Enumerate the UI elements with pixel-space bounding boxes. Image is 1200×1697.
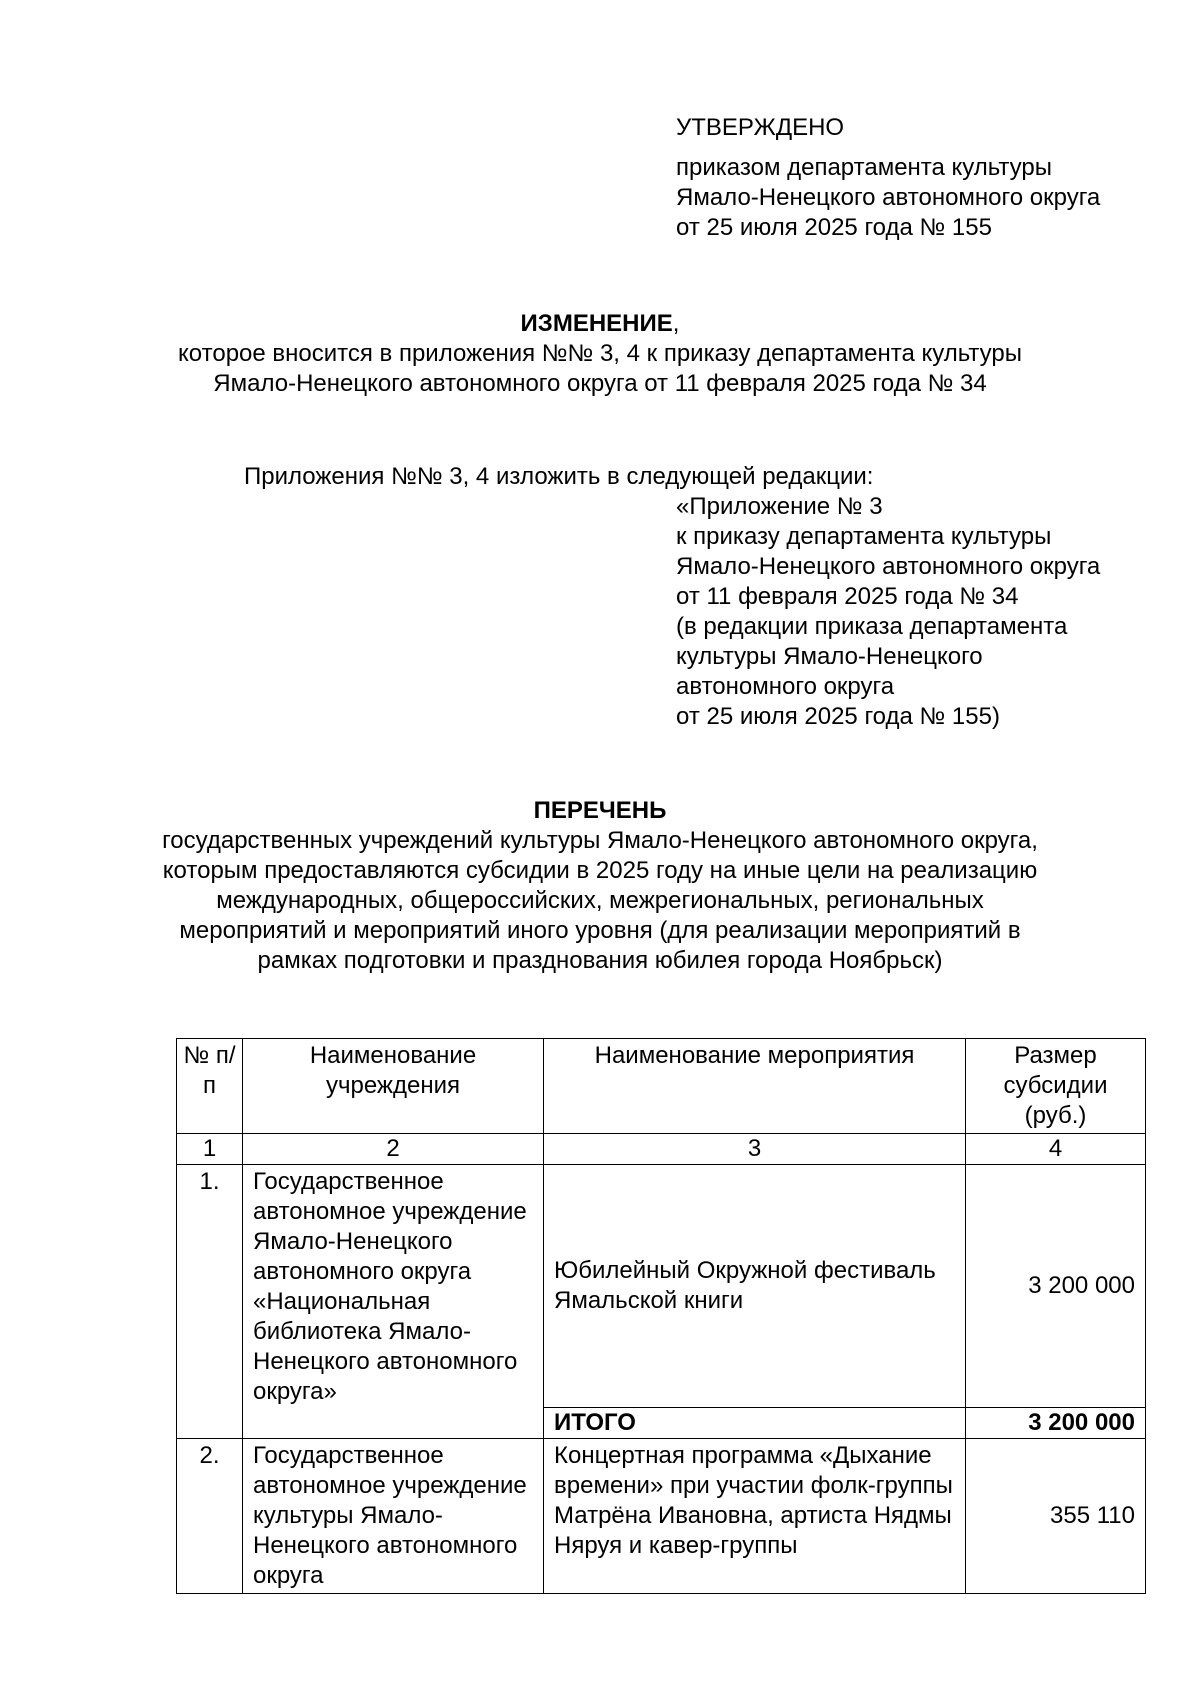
appendix-line: Ямало-Ненецкого автономного округа <box>676 553 1101 580</box>
row-number: 2. <box>177 1439 243 1594</box>
appendix-line: к приказу департамента культуры <box>676 523 1052 550</box>
appendix-line: от 11 февраля 2025 года № 34 <box>676 583 1019 610</box>
approval-block <box>676 113 1176 243</box>
intro-text: Приложения №№ 3, 4 изложить в следующей редакции: <box>244 463 874 490</box>
total-label: ИТОГО <box>544 1408 966 1439</box>
list-heading <box>0 796 1200 976</box>
colnum-cell: 4 <box>966 1134 1146 1165</box>
colnum-cell: 2 <box>243 1134 544 1165</box>
list-subtitle-line: государственных учреждений культуры Ямало-Ненецкого автономного округа, <box>162 827 1038 854</box>
approval-title: УТВЕРЖДЕНО <box>676 114 845 141</box>
institution-cell: Государственное автономное учреждение Ямало-Ненецкого автономного округа «Национальная библиотека Ямало-Ненецкого автономного округа» <box>243 1165 544 1439</box>
amount-cell: 3 200 000 <box>966 1165 1146 1408</box>
approval-line: от 25 июля 2025 года № 155 <box>676 214 992 241</box>
change-heading <box>0 309 1200 399</box>
colnum-cell: 3 <box>544 1134 966 1165</box>
appendix-line: (в редакции приказа департамента <box>676 613 1068 640</box>
appendix-line: «Приложение № 3 <box>676 493 883 520</box>
change-subtitle-line: которое вносится в приложения №№ 3, 4 к приказу департамента культуры <box>178 340 1022 367</box>
appendix-line: от 25 июля 2025 года № 155) <box>676 703 1000 730</box>
colnum-cell: 1 <box>177 1134 243 1165</box>
appendix-line: культуры Ямало-Ненецкого <box>676 643 983 670</box>
change-title-suffix: , <box>672 310 680 337</box>
event-cell: Юбилейный Окружной фестиваль Ямальской книги <box>544 1165 966 1408</box>
header-cell-amount: Размер субсидии (руб.) <box>966 1039 1146 1134</box>
header-cell-event: Наименование мероприятия <box>544 1039 966 1134</box>
list-subtitle-line: международных, общероссийских, межрегиональных, региональных <box>216 887 984 914</box>
table-row <box>177 1165 1146 1408</box>
change-subtitle-line: Ямало-Ненецкого автономного округа от 11 февраля 2025 года № 34 <box>213 370 987 397</box>
change-title: ИЗМЕНЕНИЕ <box>520 310 673 337</box>
list-subtitle-line: рамках подготовки и празднования юбилея города Ноябрьск) <box>257 947 943 974</box>
list-subtitle-line: мероприятий и мероприятий иного уровня (для реализации мероприятий в <box>179 917 1021 944</box>
table-colnum-row <box>177 1134 1146 1165</box>
appendix-block <box>676 492 1100 732</box>
header-cell-institution: Наименование учреждения <box>243 1039 544 1134</box>
table-header-row <box>177 1039 1146 1134</box>
header-cell-num: № п/п <box>177 1039 243 1134</box>
change-title-line <box>0 309 1200 339</box>
appendix-line: автономного округа <box>676 673 895 700</box>
subsidy-table <box>176 1038 1146 1594</box>
table-row <box>177 1439 1146 1594</box>
total-amount: 3 200 000 <box>966 1408 1146 1439</box>
approval-line: Ямало-Ненецкого автономного округа <box>676 184 1101 211</box>
approval-line: приказом департамента культуры <box>676 154 1052 181</box>
institution-cell: Государственное автономное учреждение культуры Ямало-Ненецкого автономного округа <box>243 1439 544 1594</box>
event-cell: Концертная программа «Дыхание времени» при участии фолк-группы Матрёна Ивановна, артиста Нядмы Няруя и кавер-группы <box>544 1439 966 1594</box>
list-title: ПЕРЕЧЕНЬ <box>533 797 667 824</box>
list-subtitle-line: которым предоставляются субсидии в 2025 году на иные цели на реализацию <box>162 857 1038 884</box>
row-number: 1. <box>177 1165 243 1439</box>
amount-cell: 355 110 <box>966 1439 1146 1594</box>
